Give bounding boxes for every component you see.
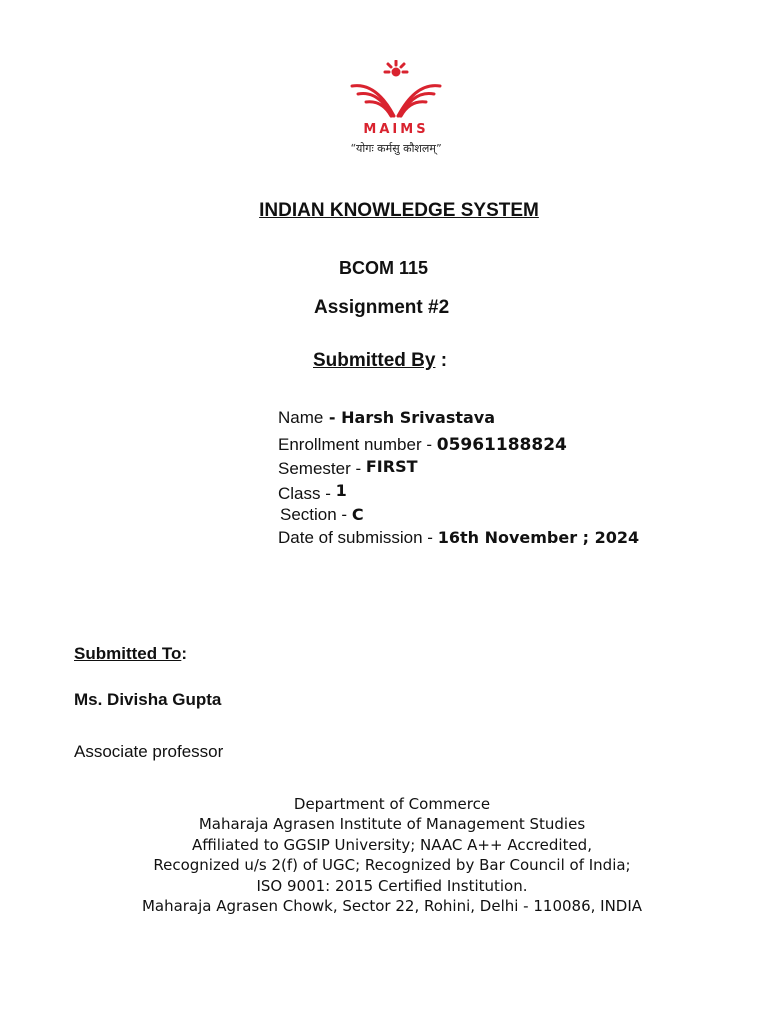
name-separator: - [323,408,342,427]
date-label: Date of submission - [278,528,438,547]
assignment-number: Assignment #2 [314,297,450,318]
submitted-to-label: Submitted To [74,644,182,663]
section-row [280,505,364,525]
date-row [278,528,639,548]
semester-label: Semester - [278,459,366,478]
logo-wordmark: MAIMS [363,122,429,137]
maims-emblem-icon [344,60,448,120]
enrollment-label: Enrollment number - [278,435,437,454]
course-code: BCOM 115 [339,258,429,278]
enrollment-value: 05961188824 [436,435,567,455]
semester-value: FIRST [365,457,418,476]
section-label: Section - [280,505,352,524]
professor-designation: Associate professor [74,742,224,761]
footer-line: Maharaja Agrasen Institute of Management Studies [198,815,586,834]
footer-line: ISO 9001: 2015 Certified Institution. [256,876,528,895]
document-title: INDIAN KNOWLEDGE SYSTEM [259,200,539,221]
class-row [278,481,347,504]
enrollment-row [278,435,567,455]
class-label: Class - [278,484,336,503]
footer-line: Maharaja Agrasen Chowk, Sector 22, Rohini, Delhi - 110086, INDIA [141,897,643,916]
submitted-by-label: Submitted By [313,350,436,371]
name-value: Harsh Srivastava [341,408,496,427]
submitted-to-colon: : [181,644,188,663]
section-value: C [351,505,364,524]
class-value: 1 [335,481,347,500]
footer-line: Department of Commerce [293,795,491,813]
name-label: Name [278,408,324,427]
submitted-to-heading [74,644,187,664]
logo-motto: “योगः कर्मसु कौशलम्” [350,142,442,155]
submitted-by-heading [313,350,447,372]
name-row [278,408,495,428]
semester-row [278,459,418,479]
submitted-by-colon: : [435,350,448,371]
institute-logo [316,38,476,186]
professor-name: Ms. Divisha Gupta [74,690,222,709]
date-value: 16th November ; 2024 [437,528,640,547]
footer-line: Affiliated to GGSIP University; NAAC A++ Accredited, [192,835,592,854]
footer-line: Recognized u/s 2(f) of UGC; Recognized by Bar Council of India; [153,856,631,875]
institute-footer [0,794,768,916]
